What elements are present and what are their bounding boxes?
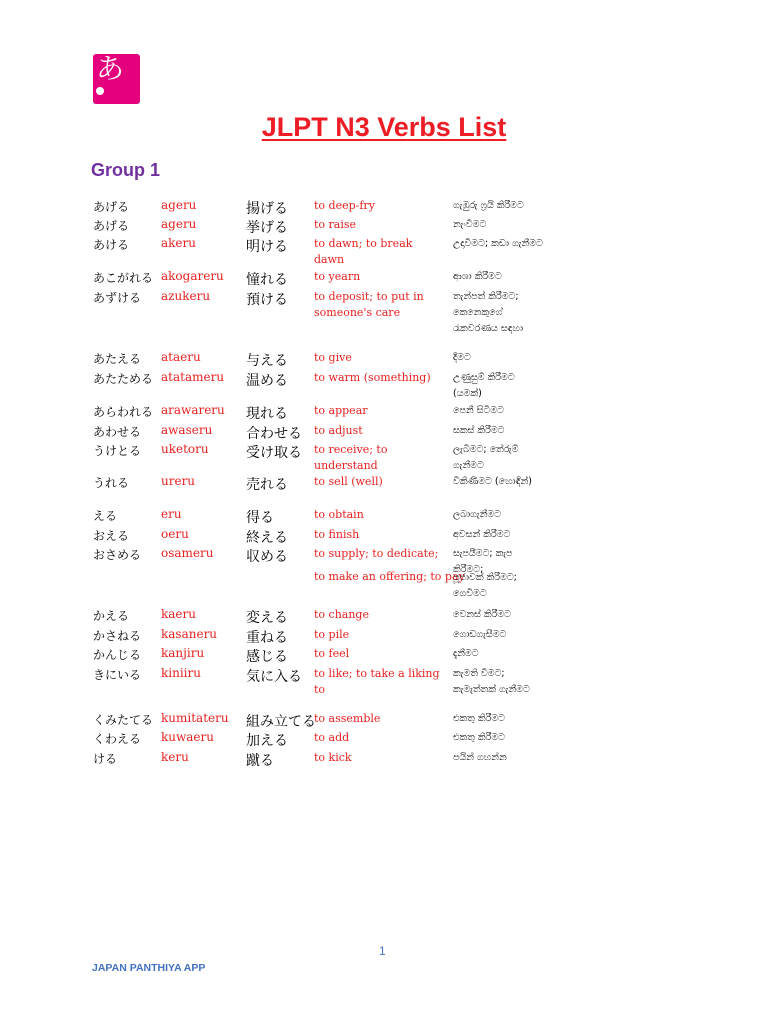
- verb-romaji: kiniiru: [161, 666, 201, 680]
- verb-meaning: to change: [314, 608, 369, 621]
- verb-kanji: 売れる: [246, 477, 288, 493]
- verb-sinhala: උණුසුම් කිරීමට (යමක්): [453, 372, 515, 399]
- verb-romaji: keru: [161, 750, 189, 764]
- verb-sinhala: පෙනී සිටීමට: [453, 405, 504, 416]
- verb-sinhala: සකස් කිරීමට: [453, 425, 505, 436]
- verb-romaji: atatameru: [161, 370, 225, 384]
- verb-meaning: to obtain: [314, 508, 364, 521]
- verb-meaning: to supply; to dedicate;: [314, 547, 439, 560]
- verb-kanji: 温める: [246, 373, 288, 389]
- verb-meaning: to yearn: [314, 270, 361, 283]
- verb-sinhala: පයින් ගහන්න: [453, 752, 507, 763]
- verb-romaji: kasaneru: [161, 627, 218, 641]
- verb-kanji: 得る: [246, 510, 274, 526]
- verb-romaji: oeru: [161, 527, 189, 541]
- verb-kana: おえる: [93, 529, 130, 543]
- verb-meaning: to like; to take a liking to: [314, 667, 440, 696]
- verb-sinhala: උදාවීමට; කඩා ගැනීමට: [453, 238, 543, 249]
- verb-meaning: to add: [314, 731, 350, 744]
- verb-romaji: kanjiru: [161, 646, 205, 660]
- verb-kanji: 重ねる: [246, 630, 288, 646]
- page-number: 1: [379, 944, 386, 958]
- verb-kanji: 合わせる: [246, 426, 302, 442]
- verb-sinhala: විකිණීමට (හොඳින්): [453, 476, 532, 487]
- verb-kana: かんじる: [93, 648, 142, 662]
- verb-romaji: uketoru: [161, 442, 209, 456]
- verb-kana: ける: [93, 752, 118, 766]
- verb-kana: きにいる: [93, 668, 142, 682]
- verb-kanji: 明ける: [246, 239, 288, 255]
- verb-meaning: to warm (something): [314, 371, 431, 384]
- verb-kanji: 加える: [246, 733, 288, 749]
- verb-meaning: to give: [314, 351, 352, 364]
- verb-sinhala: දැනීමට: [453, 648, 479, 659]
- verb-meaning-extra: to make an offering; to pay: [314, 570, 465, 583]
- verb-kana: あける: [93, 238, 130, 252]
- group-heading: Group 1: [91, 160, 161, 180]
- verb-kanji: 変える: [246, 610, 288, 626]
- verb-kanji: 現れる: [246, 406, 288, 422]
- verb-kanji: 揚げる: [246, 201, 288, 217]
- verb-kanji: 収める: [246, 549, 288, 565]
- verb-romaji: kuwaeru: [161, 730, 214, 744]
- verb-romaji: ageru: [161, 217, 197, 231]
- verb-romaji: kaeru: [161, 607, 196, 621]
- verb-meaning: to finish: [314, 528, 360, 541]
- verb-sinhala: ලැබීමට; තේරුම් ගැනීමට: [453, 444, 519, 471]
- verb-sinhala: එකතු කිරීමට: [453, 713, 505, 724]
- verb-sinhala: ගැඹුරු ෆ්‍රයි කිරීමට: [453, 200, 524, 211]
- verb-kanji: 気に入る: [246, 669, 302, 685]
- verb-meaning: to receive; to understand: [314, 443, 388, 472]
- verb-sinhala: ආශා කිරීමට: [453, 271, 502, 282]
- verb-kanji: 挙げる: [246, 220, 288, 236]
- verb-meaning: to assemble: [314, 712, 381, 725]
- verb-kanji: 感じる: [246, 649, 288, 665]
- verb-sinhala: නැංවීමට: [453, 219, 487, 230]
- verb-kana: あたえる: [93, 352, 142, 366]
- verb-meaning: to raise: [314, 218, 357, 231]
- verb-romaji: osameru: [161, 546, 214, 560]
- verb-meaning: to pile: [314, 628, 350, 641]
- verb-kana: かさねる: [93, 629, 142, 643]
- verb-kana: かえる: [93, 609, 130, 623]
- verb-sinhala: තැන්පත් කිරීමට; කෙනෙකුගේ රැකවරණය සඳහා: [453, 291, 524, 334]
- verb-meaning: to sell (well): [314, 475, 383, 488]
- verb-romaji: ureru: [161, 474, 196, 488]
- verb-romaji: eru: [161, 507, 182, 521]
- verb-romaji: akogareru: [161, 269, 224, 283]
- verb-sinhala: වෙනස් කිරීමට: [453, 609, 511, 620]
- footer-text: JAPAN PANTHIYA APP: [92, 962, 206, 974]
- verb-kana: あげる: [93, 219, 130, 233]
- verb-sinhala: සැපයීමට; කැප කිරීමට;: [453, 548, 513, 575]
- verb-kana: える: [93, 509, 118, 523]
- page-title: JLPT N3 Verbs List: [261, 112, 507, 142]
- verb-kanji: 与える: [246, 353, 288, 369]
- verb-meaning: to dawn; to break dawn: [314, 237, 413, 266]
- verb-kana: あたためる: [93, 372, 154, 386]
- verb-romaji: awaseru: [161, 423, 213, 437]
- verb-meaning: to adjust: [314, 424, 363, 437]
- verb-sinhala: කැමති වීමට; කැමැත්තක් ගැනීමට: [453, 668, 530, 695]
- verb-romaji: akeru: [161, 236, 196, 250]
- verb-kana: あわせる: [93, 425, 142, 439]
- verb-sinhala: ගොඩගැසීමට: [453, 629, 507, 640]
- verb-kana: あらわれる: [93, 405, 154, 419]
- verb-meaning: to deposit; to put in someone's care: [314, 290, 424, 319]
- verb-sinhala: දීමට: [453, 352, 471, 363]
- verb-sinhala-extra: පූජාවක් කිරීමට; ගෙවීමට: [453, 572, 517, 599]
- verb-meaning: to appear: [314, 404, 368, 417]
- verb-meaning: to deep-fry: [314, 199, 375, 212]
- verb-sinhala: ලබාගැනීමට: [453, 509, 501, 520]
- verb-kana: うれる: [93, 476, 130, 490]
- verb-kanji: 受け取る: [246, 445, 302, 461]
- verb-kanji: 憧れる: [246, 272, 288, 288]
- verb-kanji: 蹴る: [246, 753, 274, 769]
- logo-glyph: あ: [96, 54, 125, 85]
- verb-kana: くみたてる: [93, 713, 154, 727]
- verb-kana: あげる: [93, 200, 130, 214]
- verb-romaji: arawareru: [161, 403, 225, 417]
- verb-kana: うけとる: [93, 444, 142, 458]
- verb-romaji: azukeru: [161, 289, 211, 303]
- verb-romaji: ageru: [161, 198, 197, 212]
- verb-kanji: 預ける: [246, 292, 288, 308]
- verb-kanji: 組み立てる: [246, 714, 316, 730]
- verb-sinhala: එකතු කිරීමට: [453, 732, 505, 743]
- verb-kanji: 終える: [246, 530, 288, 546]
- verb-kana: あこがれる: [93, 271, 154, 285]
- verb-sinhala: අවසන් කිරීමට: [453, 529, 511, 540]
- verb-romaji: ataeru: [161, 350, 201, 364]
- verb-kana: あずける: [93, 291, 142, 305]
- verb-meaning: to feel: [314, 647, 350, 660]
- verb-kana: おさめる: [93, 548, 142, 562]
- verb-romaji: kumitateru: [161, 711, 229, 725]
- verb-kana: くわえる: [93, 732, 142, 746]
- verb-meaning: to kick: [314, 751, 352, 764]
